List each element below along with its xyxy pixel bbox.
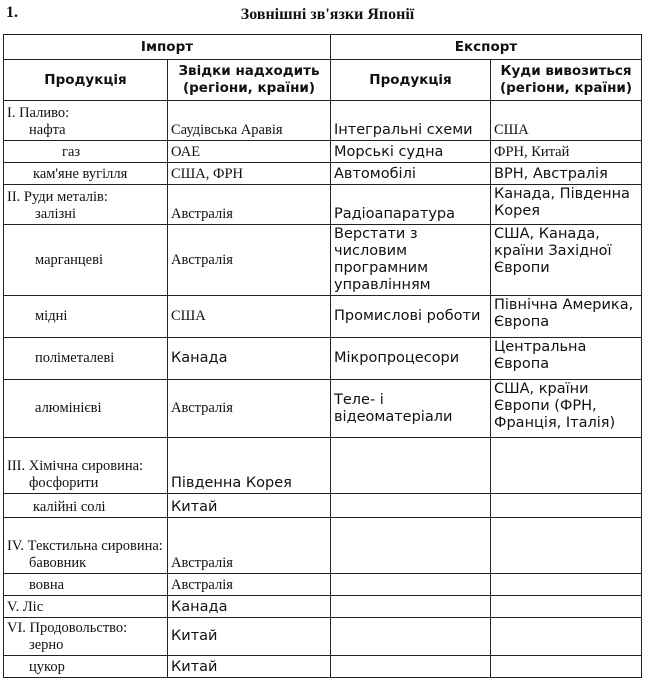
import-from-header: Звідки надходить (регіони, країни) — [168, 60, 331, 101]
section-number: 1. — [6, 4, 18, 21]
category-label: IV. Текстильна сировина: — [7, 538, 163, 554]
import-product-cell — [4, 574, 168, 596]
export-product-cell — [331, 494, 491, 518]
export-to-cell: ФРН, Китай — [491, 141, 642, 163]
import-from-cell: Саудівська Аравія — [168, 101, 331, 141]
category-label: ІІІ. Хімічна сировина: — [7, 458, 144, 474]
table-row — [4, 101, 642, 141]
export-to-cell — [491, 438, 642, 494]
product-label: мідні — [35, 308, 68, 324]
product-label: кам'яне вугілля — [33, 166, 128, 182]
product-label: марганцеві — [35, 251, 103, 268]
product-label: цукор — [29, 659, 65, 675]
import-product-cell — [4, 596, 168, 618]
import-product-cell — [4, 141, 168, 163]
trade-table — [3, 34, 642, 678]
import-from-cell: Китай — [168, 656, 331, 678]
table-row — [4, 518, 642, 574]
import-product-cell — [4, 656, 168, 678]
product-label: зерно — [29, 637, 64, 653]
category-label: І. Паливо: — [7, 105, 70, 121]
export-product-cell: Радіоапаратура — [331, 185, 491, 225]
export-header: Експорт — [331, 35, 642, 60]
table-row — [4, 380, 642, 438]
import-from-cell: Австралія — [168, 380, 331, 438]
product-label: нафта — [29, 122, 66, 138]
table-row — [4, 656, 642, 678]
import-product-cell — [4, 380, 168, 438]
table-row — [4, 141, 642, 163]
import-from-cell: Канада — [168, 338, 331, 380]
product-label: калійні солі — [33, 499, 106, 515]
export-to-cell: Центральна Європа — [491, 338, 642, 380]
export-to-cell — [491, 656, 642, 678]
import-product-cell — [4, 338, 168, 380]
product-label: алюмінієві — [35, 400, 102, 416]
category-label: VI. Продовольство: — [7, 620, 128, 636]
table-row — [4, 494, 642, 518]
import-from-cell: Південна Корея — [168, 438, 331, 494]
product-label: залізні — [35, 206, 77, 222]
export-product-cell — [331, 574, 491, 596]
export-to-cell: Канада, Південна Корея — [491, 185, 642, 225]
export-to-cell — [491, 494, 642, 518]
import-from-cell: Австралія — [168, 574, 331, 596]
export-to-cell — [491, 618, 642, 656]
table-row — [4, 438, 642, 494]
table-row — [4, 185, 642, 225]
export-to-cell: Північна Америка, Європа — [491, 296, 642, 338]
table-row — [4, 163, 642, 185]
import-product-cell — [4, 225, 168, 296]
page-title: Зовнішні зв'язки Японії — [240, 6, 415, 23]
category-label: ІІ. Руди металів: — [7, 189, 108, 205]
export-product-cell: Інтегральні схеми — [331, 101, 491, 141]
table-row — [4, 338, 642, 380]
import-from-cell: Китай — [168, 618, 331, 656]
import-product-cell — [4, 296, 168, 338]
import-from-cell: Канада — [168, 596, 331, 618]
import-product-cell — [4, 438, 168, 494]
export-product-cell: Мікропроцесори — [331, 338, 491, 380]
export-product-cell — [331, 438, 491, 494]
table-row — [4, 618, 642, 656]
product-label: V. Ліс — [7, 599, 44, 615]
import-from-cell: ОАЕ — [168, 141, 331, 163]
table-row — [4, 296, 642, 338]
import-product-cell — [4, 518, 168, 574]
product-label: бавовник — [29, 555, 87, 571]
export-to-cell: ВРН, Австралія — [491, 163, 642, 185]
export-product-cell: Автомобілі — [331, 163, 491, 185]
export-product-cell — [331, 656, 491, 678]
product-label: вовна — [29, 577, 65, 593]
table-row — [4, 225, 642, 296]
table-row — [4, 574, 642, 596]
import-product-header: Продукція — [4, 60, 168, 101]
import-header: Імпорт — [4, 35, 331, 60]
import-product-cell — [4, 185, 168, 225]
import-from-cell: Китай — [168, 494, 331, 518]
table-row — [4, 596, 642, 618]
import-product-cell — [4, 101, 168, 141]
product-label: газ — [62, 144, 81, 160]
import-from-cell: Австралія — [168, 225, 331, 296]
export-product-cell: Морські судна — [331, 141, 491, 163]
import-from-cell: США, ФРН — [168, 163, 331, 185]
import-from-cell: Австралія — [168, 185, 331, 225]
export-product-header: Продукція — [331, 60, 491, 101]
import-from-cell: США — [168, 296, 331, 338]
export-to-cell — [491, 596, 642, 618]
export-product-cell: Теле- і відеоматеріали — [331, 380, 491, 438]
export-product-cell: Верстати з числовим програмним управлінням — [331, 225, 491, 296]
export-to-cell: США, країни Європи (ФРН, Франція, Італія) — [491, 380, 642, 438]
import-product-cell — [4, 494, 168, 518]
export-product-cell — [331, 518, 491, 574]
export-to-cell: США — [491, 101, 642, 141]
product-label: поліметалеві — [35, 350, 115, 366]
export-product-cell — [331, 618, 491, 656]
import-from-cell: Австралія — [168, 518, 331, 574]
export-to-cell: США, Канада, країни Західної Європи — [491, 225, 642, 296]
import-product-cell — [4, 618, 168, 656]
export-product-cell — [331, 596, 491, 618]
product-label: фосфорити — [29, 475, 99, 491]
export-to-cell — [491, 518, 642, 574]
export-to-header: Куди вивозиться (регіони, країни) — [491, 60, 642, 101]
import-product-cell — [4, 163, 168, 185]
export-to-cell — [491, 574, 642, 596]
export-product-cell: Промислові роботи — [331, 296, 491, 338]
